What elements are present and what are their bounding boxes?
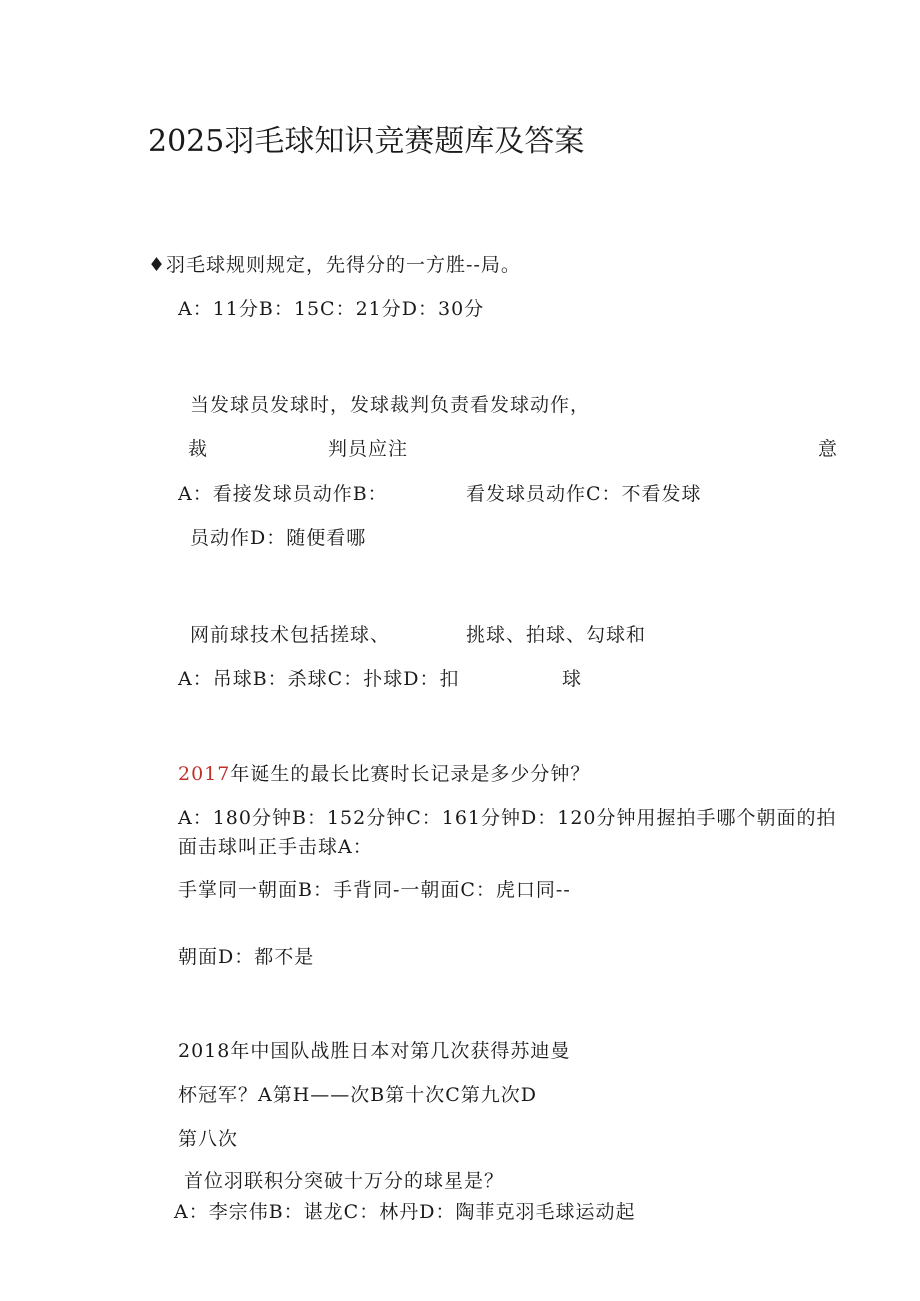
question-4-options-line-4: 朝面D：都不是 (178, 946, 315, 968)
question-2-line-1: 当发球员发球时，发球裁判负责看发球动作， (190, 394, 591, 416)
question-5-line-3: 第八次 (178, 1128, 239, 1150)
question-4-options-line-1: A：180分钟B：152分钟C：161分钟D：120分钟用握拍手哪个朝面的拍 (178, 807, 837, 829)
question-4-options-line-3: 手掌同一朝面B：手背同-一朝面C：虎口同-- (178, 879, 571, 901)
question-6-options: A：李宗伟B：谌龙C：林丹D：陶菲克羽毛球运动起 (174, 1201, 636, 1223)
question-5-line-2: 杯冠军？A第H——次B第十次C第九次D (178, 1084, 538, 1106)
question-4-text (178, 759, 590, 786)
question-2-options-part-1: A：看接发球员动作B： (178, 483, 388, 505)
document-title: 2025羽毛球知识竞赛题库及答案 (148, 124, 585, 159)
question-2-options-part-2: 看发球员动作C：不看发球 (466, 483, 702, 505)
question-3-options-part-2: 球 (562, 668, 583, 690)
question-2-line-2-part-1: 裁 (188, 438, 209, 460)
question-2-options-part-3: 员动作D：随便看哪 (190, 527, 367, 549)
question-3-line-1-part-1: 网前球技术包括搓球、 (190, 624, 391, 646)
question-4-rest: 年诞生的最长比赛时长记录是多少分钟？ (230, 763, 591, 785)
question-3-line-1-part-2: 挑球、拍球、勾球和 (466, 624, 647, 646)
question-5-line-1: 2018年中国队战胜日本对第几次获得苏迪曼 (178, 1040, 571, 1062)
question-3-options-part-1: A：吊球B：杀球C：扑球D：扣 (178, 668, 460, 690)
question-6-text: 首位羽联积分突破十万分的球星是？ (184, 1170, 505, 1192)
question-1-text: ♦羽毛球规则规定，先得分的一方胜--局。 (148, 254, 521, 276)
question-4-options-line-2: 面击球叫正手击球A： (178, 836, 373, 858)
question-1-options: A：11分B：15C：21分D：30分 (178, 298, 485, 320)
question-4-year: 2017 (178, 763, 231, 785)
question-2-line-2-part-3: 意 (818, 438, 839, 460)
question-2-line-2-part-2: 判员应注 (328, 438, 409, 460)
